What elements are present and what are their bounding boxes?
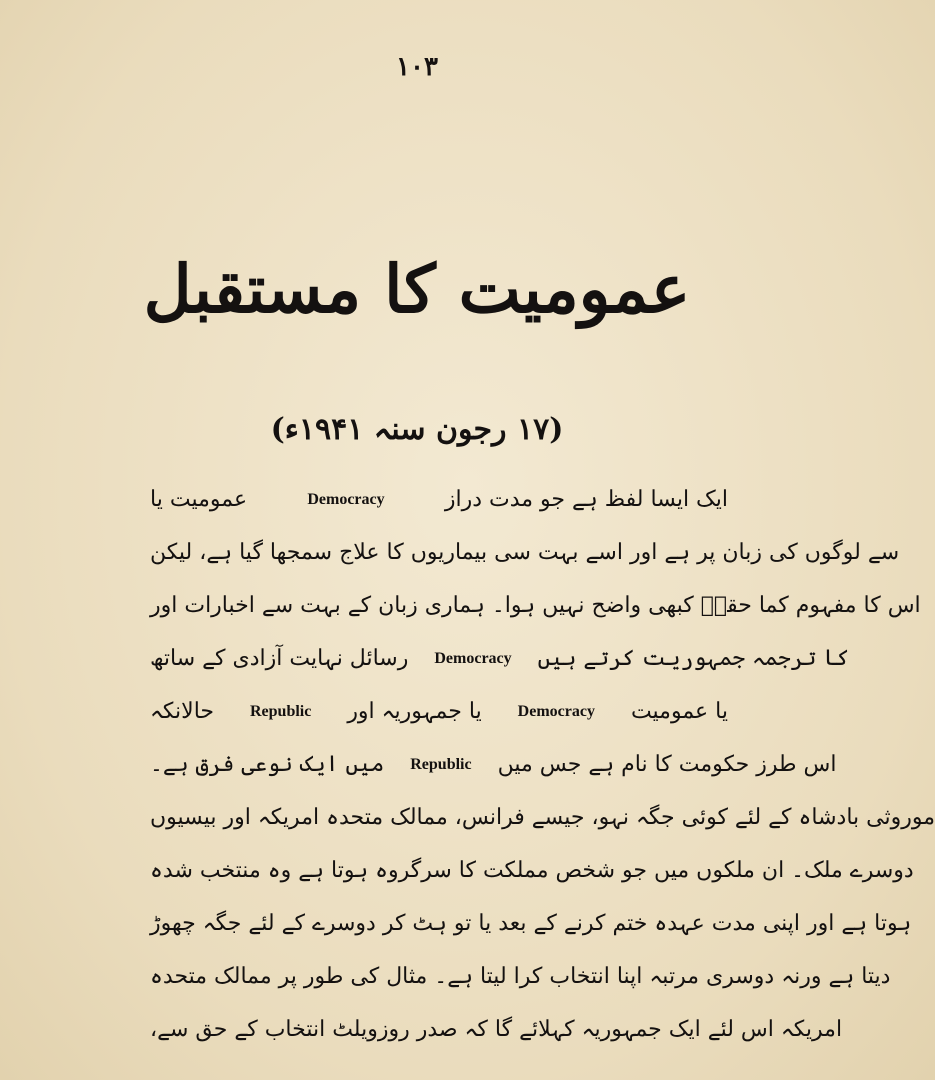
- text-segment: موروثی بادشاہ کے لئے کوئی جگہ نہو، جیسے فرانس، ممالک متحدہ امریکہ اور بیسیوں: [150, 805, 935, 830]
- text-segment: حالانکہ: [150, 699, 215, 724]
- page-title: عمومیت کا مستقبل: [143, 250, 691, 328]
- latin-term: Democracy: [307, 491, 385, 508]
- text-segment: کا ترجمہ جمہوریت کرتے ہیں: [537, 646, 850, 671]
- latin-term: Democracy: [434, 650, 512, 667]
- text-line: [150, 690, 728, 734]
- text-segment: یا جمہوریہ اور: [347, 699, 482, 724]
- date-line: (۱۷ رجون سنہ ۱۹۴۱ء): [270, 412, 564, 447]
- text-segment: ہوتا ہے اور اپنی مدت عہدہ ختم کرنے کے بعد یا تو ہٹ کر دوسرے کے لئے جگہ چھوڑ: [150, 911, 912, 936]
- text-segment: یا عمومیت: [630, 699, 728, 724]
- text-line: [150, 849, 914, 893]
- latin-term: Democracy: [517, 703, 595, 720]
- text-segment: سے لوگوں کی زبان پر ہے اور اسے بہت سی بیماریوں کا علاج سمجھا گیا ہے، لیکن: [150, 540, 900, 565]
- text-segment: عمومیت یا: [150, 487, 248, 512]
- text-line: [150, 584, 921, 628]
- body-text: [150, 478, 935, 1061]
- text-segment: دیتا ہے ورنہ دوسری مرتبہ اپنا انتخاب کرا لیتا ہے۔ مثال کی طور پر ممالک متحدہ: [150, 964, 891, 989]
- text-segment: اس کا مفہوم کما حقہٗ کبھی واضح نہیں ہوا۔ ہماری زبان کے بہت سے اخبارات اور: [150, 593, 921, 618]
- text-segment: ایک ایسا لفظ ہے جو مدت دراز: [444, 487, 728, 512]
- text-line: [150, 743, 837, 787]
- latin-term: Republic: [410, 756, 472, 773]
- text-segment: دوسرے ملک۔ ان ملکوں میں جو شخص مملکت کا سرگروہ ہوتا ہے وہ منتخب شدہ: [150, 858, 914, 883]
- text-line: [150, 531, 900, 575]
- text-line: [150, 955, 891, 999]
- text-segment: رسائل نہایت آزادی کے ساتھ: [150, 646, 409, 671]
- text-line: [150, 637, 850, 681]
- text-line: [150, 1008, 843, 1052]
- latin-term: Republic: [250, 703, 312, 720]
- text-line: [150, 796, 935, 840]
- text-segment: اس طرز حکومت کا نام ہے جس میں: [497, 752, 837, 777]
- text-segment: امریکہ اس لئے ایک جمہوریہ کہلائے گا کہ صدر روزویلٹ انتخاب کے حق سے،: [150, 1017, 843, 1042]
- text-line: [150, 478, 728, 522]
- text-line: [150, 902, 912, 946]
- page-number: ۱۰۳: [396, 52, 438, 82]
- text-segment: میں ایک نوعی فرق ہے۔: [150, 752, 385, 777]
